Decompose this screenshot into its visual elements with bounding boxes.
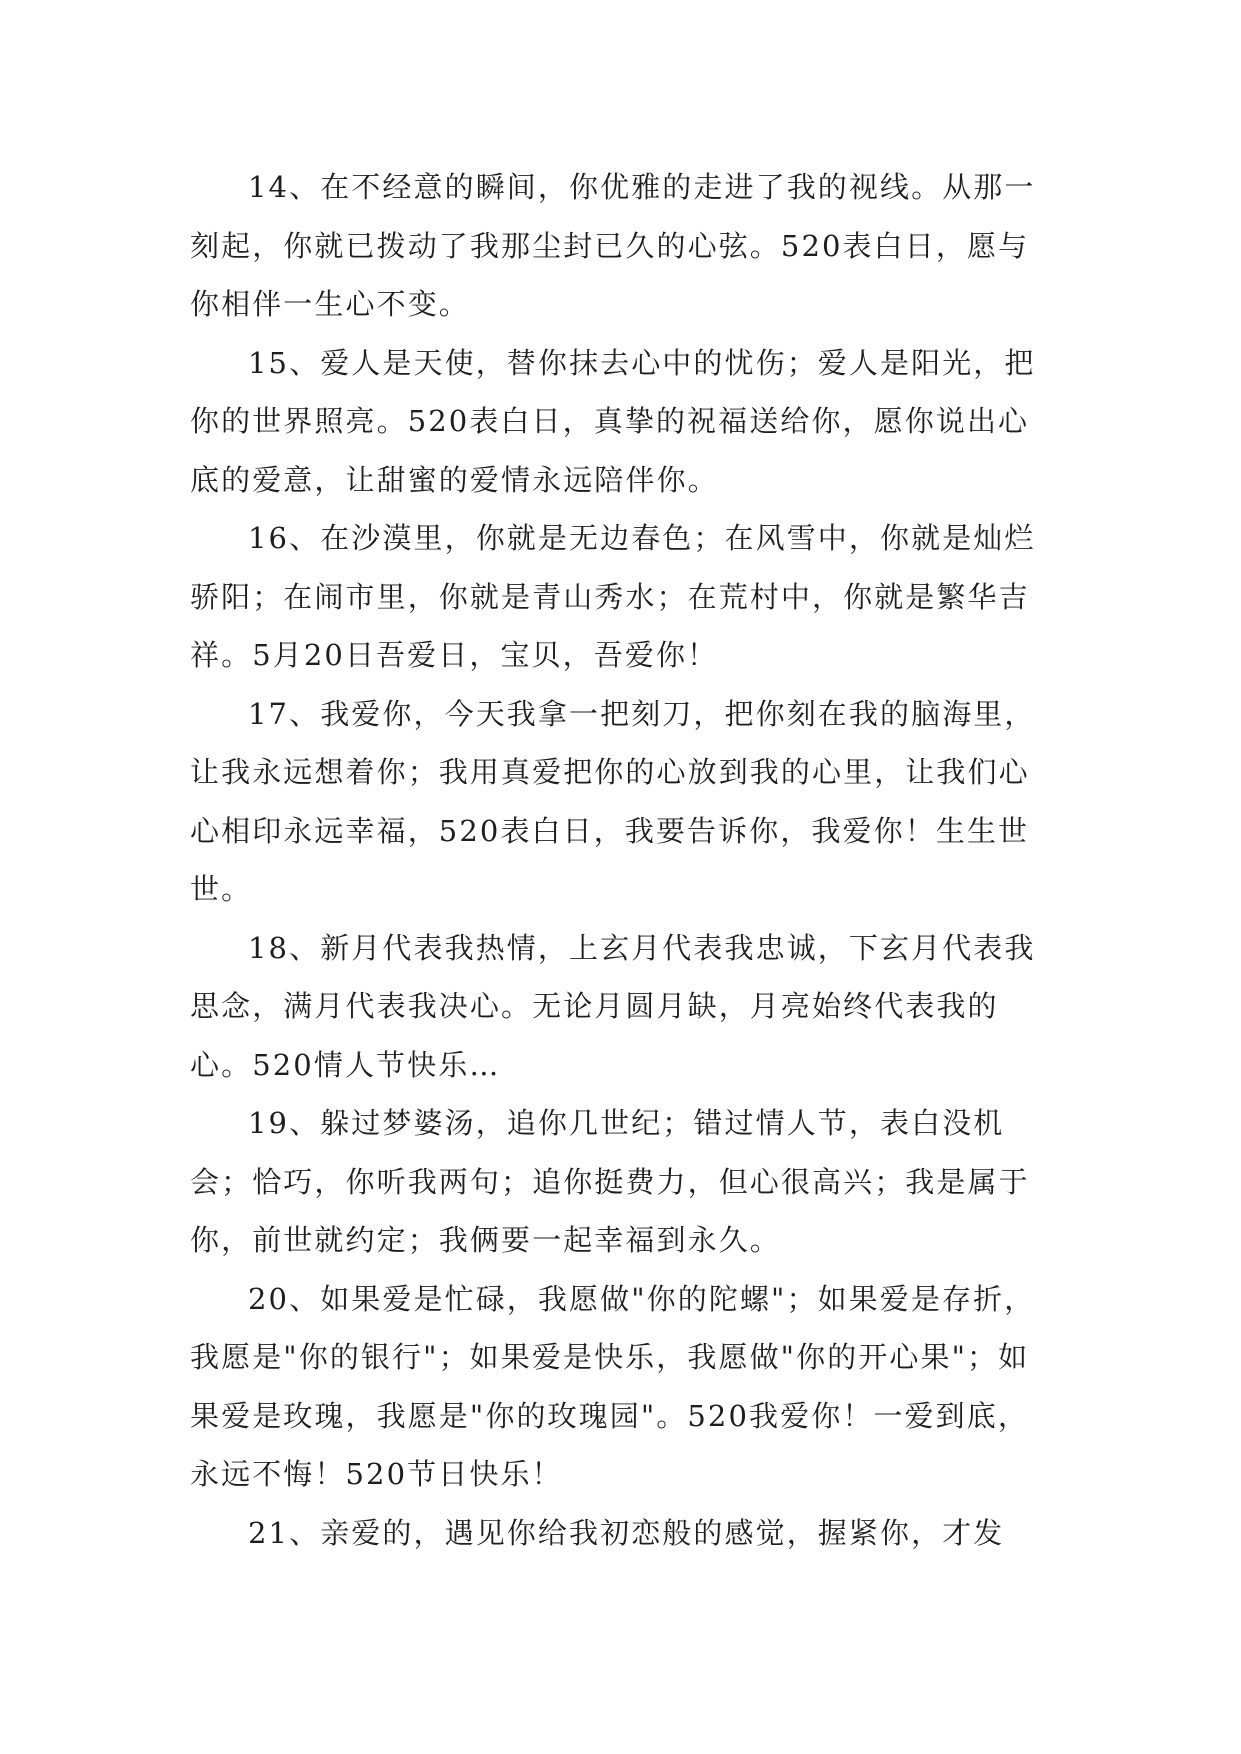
paragraph-20: 20、如果爱是忙碌，我愿做"你的陀螺"；如果爱是存折，我愿是"你的银行"；如果爱是快乐，我愿做"你的开心果"；如果爱是玫瑰，我愿是"你的玫瑰园"。520我爱你！一爱到底，永远不悔！520节日快乐！ bbox=[190, 1281, 1036, 1491]
paragraph-14: 14、在不经意的瞬间，你优雅的走进了我的视线。从那一刻起，你就已拨动了我那尘封已久的心弦。520表白日，愿与你相伴一生心不变。 bbox=[190, 170, 1036, 321]
paragraph-18: 18、新月代表我热情，上玄月代表我忠诚，下玄月代表我思念，满月代表我决心。无论月圆月缺，月亮始终代表我的心。520情人节快乐… bbox=[190, 930, 1036, 1082]
paragraph-15: 15、爱人是天使，替你抹去心中的忧伤；爱人是阳光，把你的世界照亮。520表白日，真挚的祝福送给你，愿你说出心底的爱意，让甜蜜的爱情永远陪伴你。 bbox=[190, 345, 1036, 497]
paragraph-19: 19、躲过梦婆汤，追你几世纪；错过情人节，表白没机会；恰巧，你听我两句；追你挺费力，但心很高兴；我是属于你，前世就约定；我俩要一起幸福到永久。 bbox=[190, 1106, 1030, 1257]
paragraph-17: 17、我爱你，今天我拿一把刻刀，把你刻在我的脑海里，让我永远想着你；我用真爱把你的心放到我的心里，让我们心心相印永远幸福，520表白日，我要告诉你，我爱你！生生世世。 bbox=[190, 696, 1036, 906]
document-body bbox=[190, 158, 1050, 1562]
paragraph-21: 21、亲爱的，遇见你给我初恋般的感觉，握紧你，才发 bbox=[248, 1515, 1005, 1550]
paragraph-16: 16、在沙漠里，你就是无边春色；在风雪中，你就是灿烂骄阳；在闹市里，你就是青山秀水；在荒村中，你就是繁华吉祥。5月20日吾爱日，宝贝，吾爱你！ bbox=[190, 521, 1036, 672]
